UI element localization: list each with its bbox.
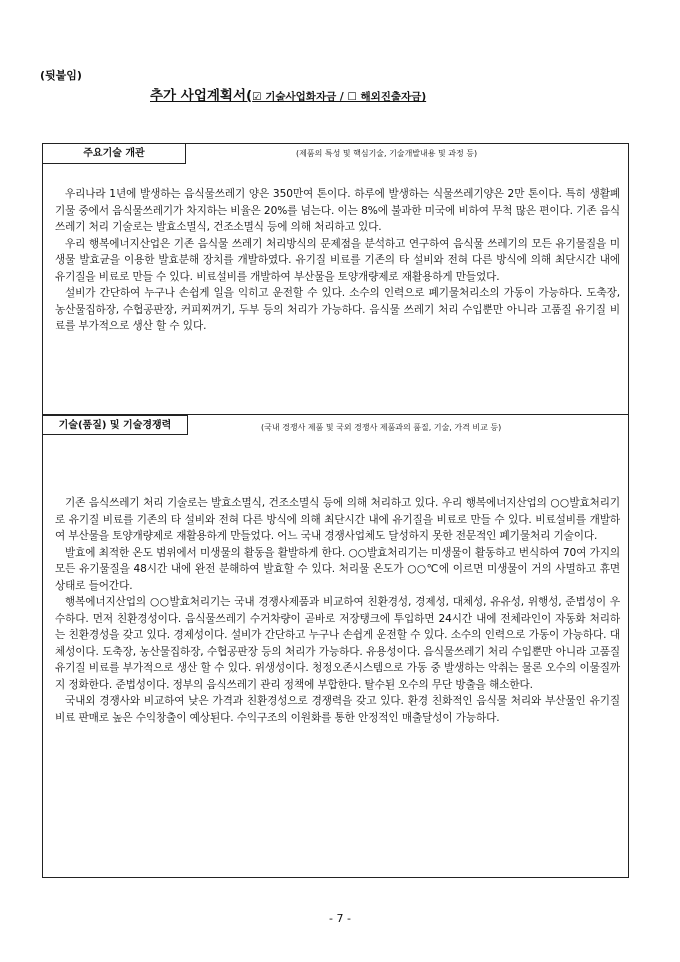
- paragraph: 국내외 경쟁사와 비교하여 낮은 가격과 친환경성으로 경쟁력을 갖고 있다. 환경 친화적인 음식물 처리와 부산물인 유기질비료 판매로 높은 수익창출이 예상된다. 수익구조의 이원화를 통한 안정적인 매출달성이 가능하다.: [55, 695, 620, 724]
- section-heading: 기술(품질) 및 기술경쟁력: [43, 415, 188, 435]
- section-body: [55, 495, 620, 726]
- section-note: (국내 경쟁사 제품 및 국외 경쟁사 제품과의 품질, 기술, 가격 비교 등): [261, 423, 502, 432]
- title-main: 추가 사업계획서(: [150, 88, 253, 104]
- document-title: [150, 84, 550, 104]
- section-body: [55, 186, 620, 335]
- section-note: (제품의 특성 및 핵심기술, 기술개발내용 및 과정 등): [296, 149, 478, 158]
- paragraph: 기존 음식쓰레기 처리 기술로는 발효소멸식, 건조소멸식 등에 의해 처리하고 있다. 우리 행복에너지산업의 ○○발효처리기로 유기질 비료를 기존의 타 설비와 전혀 다른 방식에 의해 최단시간 내에 유기질을 비료로 만들 수 있다. 비료설비를 개발하여 부산물을 토양개량제로 재활용하게 만들었다. 어느 국내 경쟁사업체도 달성하지 못한 전문적인 폐기물처리 기술이다.: [55, 497, 620, 542]
- paragraph: 설비가 간단하여 누구나 손쉽게 일을 익히고 운전할 수 있다. 소수의 인력으로 폐기물처리소의 가동이 가능하다. 도축장, 농산물집하장, 수협공판장, 커피찌꺼기, 두부 등의 처리가 가능하다. 음식물 쓰레기 처리 수입뿐만 아니라 고품질 유기질 비료를 부가적으로 생산 할 수 있다.: [55, 287, 620, 332]
- paragraph: 발효에 최적한 온도 범위에서 미생물의 활동을 활발하게 한다. ○○발효처리기는 미생물이 활동하고 번식하여 70여 가지의 모든 유기물질을 48시간 내에 완전 분해하여 발효할 수 있다. 처리물 온도가 ○○℃에 이르면 미생물이 거의 사멸하고 휴면상태로 들어간다.: [55, 546, 620, 592]
- section-heading: 주요기술 개관: [43, 144, 186, 164]
- section-technology-competitiveness: [42, 415, 629, 878]
- paragraph: 우리나라 1년에 발생하는 음식물쓰레기 양은 350만여 톤이다. 하루에 발생하는 식물쓰레기양은 2만 톤이다. 특히 생활폐기물 중에서 음식물쓰레기가 차지하는 비율은 20%를 넘는다. 이는 8%에 불과한 미국에 비하여 무척 많은 편이다. 기존 음식쓰레기 처리 기술로는 발효소멸식, 건조소멸식 등에 의해 처리하고 있다.: [55, 188, 620, 233]
- paragraph: 우리 행복에너지산업은 기존 음식물 쓰레기 처리방식의 문제점을 분석하고 연구하여 음식물 쓰레기의 모든 유기물질을 미생물 발효균을 이용한 발효분해 장치를 개발하였다. 유기질 비료를 기존의 타 설비와 전혀 다른 방식에 의해 최단시간 내에 유기질을 비료로 만들 수 있다. 비료설비를 개발하여 부산물을 토양개량제로 재활용하게 만들었다.: [55, 237, 620, 283]
- paragraph: 행복에너지산업의 ○○발효처리기는 국내 경쟁사제품과 비교하여 친환경성, 경제성, 대체성, 유유성, 위행성, 준법성이 우수하다. 먼저 친환경성이다. 음식물쓰레기 수거차량이 곧바로 저장탱크에 투입하면 24시간 내에 전체라인이 자동화 처리하는 친환경성을 갖고 있다. 경제성이다. 설비가 간단하고 누구나 손쉽게 운전할 수 있다. 소수의 인력으로 가동이 가능하다. 대체성이다. 도축장, 농산물집하장, 수협공판장 등의 처리가 가능하다. 유용성이다. 음식물쓰레기 처리 수입뿐만 아니라 고품질 유기질 비료를 부가적으로 생산 할 수 있다. 위생성이다. 청정오존시스템으로 가동 중 발생하는 악취는 물론 오수의 이물질까지 정화한다. 준법성이다. 정부의 음식쓰레기 관리 정책에 부합한다. 탈수된 오수의 무단 방출을 해소한다.: [55, 596, 620, 691]
- title-fund-options: ☑ 기술사업화자금 / ☐ 해외진출자금): [252, 91, 427, 103]
- page-number: - 7 -: [329, 912, 351, 925]
- attachment-label: (뒷붙임): [40, 69, 82, 82]
- section-key-technology: [42, 143, 629, 415]
